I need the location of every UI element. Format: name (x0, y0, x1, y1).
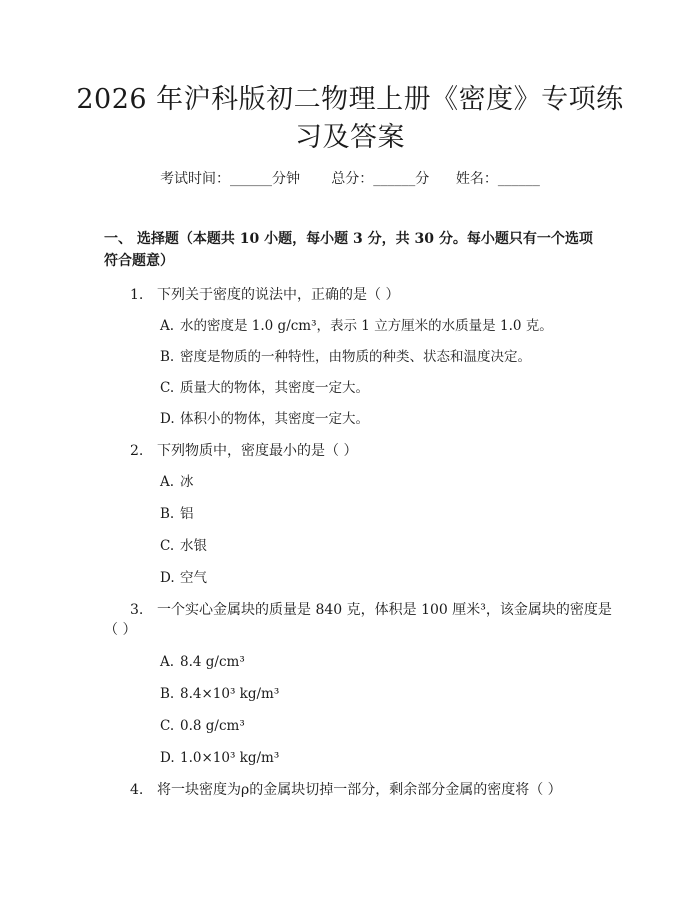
question-text: 将一块密度为ρ的金属块切掉一部分，剩余部分金属的密度将（ ） (157, 782, 562, 798)
question-number: 2. (130, 443, 144, 459)
question-2 (130, 440, 357, 462)
document-title-line2: 习及答案 (295, 122, 405, 153)
question-3-option-b: B. 8.4×10³ kg/m³ (160, 686, 280, 702)
question-2-option-d: D. 空气 (160, 570, 207, 586)
document-title-line1: 2026 年沪科版初二物理上册《密度》专项练 (76, 84, 624, 115)
question-3-option-c: C. 0.8 g/cm³ (160, 718, 245, 734)
question-3-text-continued: （ ） (104, 622, 137, 638)
question-text: 一个实心金属块的质量是 840 克，体积是 100 厘米³，该金属块的密度是 (157, 602, 612, 618)
question-2-option-a: A. 冰 (160, 474, 194, 490)
question-1-option-a: A. 水的密度是 1.0 g/cm³，表示 1 立方厘米的水质量是 1.0 克。 (160, 318, 553, 334)
student-name-field: 姓名：______ (455, 171, 540, 187)
question-1 (130, 284, 399, 306)
question-number: 3. (130, 602, 144, 618)
exam-time-field: 考试时间：______分钟 (160, 171, 301, 187)
question-number: 4. (130, 782, 144, 798)
total-score-field: 总分：______分 (331, 171, 430, 187)
question-number: 1. (130, 287, 144, 303)
section-heading-choice: 一、 选择题（本题共 10 小题，每小题 3 分，共 30 分。每小题只有一个选项符合题意） (104, 231, 593, 269)
question-3-option-a: A. 8.4 g/cm³ (160, 654, 245, 670)
question-text: 下列物质中，密度最小的是（ ） (157, 443, 358, 459)
question-1-option-d: D. 体积小的物体，其密度一定大。 (160, 411, 369, 427)
question-1-option-c: C. 质量大的物体，其密度一定大。 (160, 380, 369, 396)
exam-meta (0, 168, 700, 188)
question-2-option-b: B. 铝 (160, 506, 194, 522)
question-4 (130, 779, 562, 801)
question-3 (130, 599, 612, 621)
question-2-option-c: C. 水银 (160, 538, 207, 554)
question-1-option-b: B. 密度是物质的一种特性，由物质的种类、状态和温度决定。 (160, 349, 531, 365)
question-text: 下列关于密度的说法中，正确的是（ ） (157, 287, 400, 303)
question-3-option-d: D. 1.0×10³ kg/m³ (160, 750, 280, 766)
